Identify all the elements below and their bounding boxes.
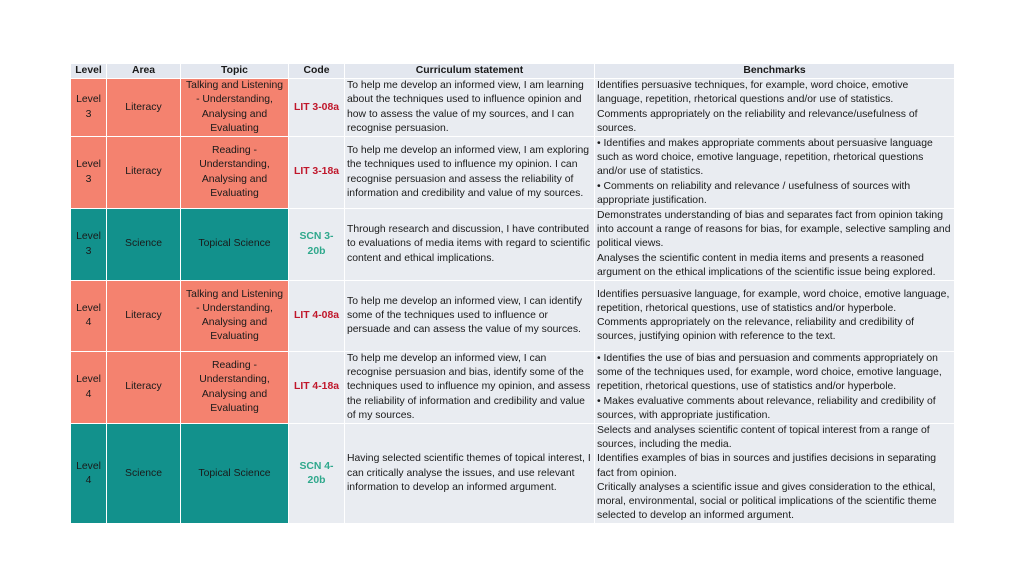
row-area: Literacy bbox=[107, 137, 181, 209]
table-row bbox=[71, 424, 955, 524]
row-topic: Reading - Understanding, Analysing and Evaluating bbox=[181, 137, 289, 209]
row-level: Level 3 bbox=[71, 79, 107, 137]
benchmark-line: Selects and analyses scientific content of topical interest from a range of sources, including the media. bbox=[597, 425, 930, 451]
header-area: Area bbox=[107, 64, 181, 79]
row-code: LIT 3-18a bbox=[289, 137, 345, 209]
curriculum-table-wrapper bbox=[70, 63, 954, 524]
row-benchmarks bbox=[595, 79, 955, 137]
table-row bbox=[71, 79, 955, 137]
row-area: Science bbox=[107, 424, 181, 524]
table-row bbox=[71, 281, 955, 352]
benchmark-line: • Comments on reliability and relevance / usefulness of sources with appropriate justification. bbox=[597, 180, 911, 206]
row-topic: Topical Science bbox=[181, 424, 289, 524]
row-curriculum-statement: To help me develop an informed view, I am learning about the techniques used to influence opinion and how to assess the value of my sources, and I can recognise persuasion. bbox=[345, 79, 595, 137]
benchmark-line: Demonstrates understanding of bias and separates fact from opinion taking into account a range of reasons for bias, for example, selective sampling and political views. bbox=[597, 210, 951, 250]
benchmark-line: Comments appropriately on the reliability and relevance/usefulness of sources. bbox=[597, 108, 918, 134]
header-code: Code bbox=[289, 64, 345, 79]
benchmark-line: Comments appropriately on the relevance, reliability and credibility of sources, justifying opinion with reference to the text. bbox=[597, 317, 915, 343]
benchmark-line: Identifies persuasive language, for example, word choice, emotive language, repetition, rhetorical questions, use of statistics and/or hyperbole. bbox=[597, 288, 950, 314]
curriculum-table bbox=[70, 63, 955, 524]
benchmark-line: • Identifies the use of bias and persuasion and comments appropriately on some of the techniques used, for example, word choice, emotive language, repetition, rhetorical questions, use of statistics and/or hyperbole. bbox=[597, 353, 942, 393]
row-topic: Reading - Understanding, Analysing and Evaluating bbox=[181, 352, 289, 424]
table-row bbox=[71, 352, 955, 424]
row-topic: Topical Science bbox=[181, 209, 289, 281]
row-code: LIT 4-18a bbox=[289, 352, 345, 424]
row-benchmarks bbox=[595, 352, 955, 424]
row-curriculum-statement: Through research and discussion, I have contributed to evaluations of media items with regard to scientific content and ethical implications. bbox=[345, 209, 595, 281]
row-topic: Talking and Listening - Understanding, Analysing and Evaluating bbox=[181, 79, 289, 137]
row-level: Level 4 bbox=[71, 352, 107, 424]
benchmark-line: Identifies examples of bias in sources and justifies decisions in separating fact from opinion. bbox=[597, 453, 937, 479]
benchmark-line: • Identifies and makes appropriate comments about persuasive language such as word choice, emotive language, repetition, rhetorical questions and/or use of statistics. bbox=[597, 138, 933, 178]
row-curriculum-statement: To help me develop an informed view, I am exploring the techniques used to influence my opinion. I can recognise persuasion and assess the reliability of information and credibility and value of my sources. bbox=[345, 137, 595, 209]
row-level: Level 3 bbox=[71, 137, 107, 209]
row-benchmarks bbox=[595, 424, 955, 524]
table-row bbox=[71, 137, 955, 209]
benchmark-line: • Makes evaluative comments about relevance, reliability and credibility of sources, with appropriate justification. bbox=[597, 395, 936, 421]
row-area: Literacy bbox=[107, 281, 181, 352]
benchmark-line: Identifies persuasive techniques, for example, word choice, emotive language, repetition, rhetorical questions and/or use of statistics. bbox=[597, 80, 909, 106]
row-level: Level 4 bbox=[71, 424, 107, 524]
row-curriculum-statement: To help me develop an informed view, I can recognise persuasion and bias, identify some of the techniques used to influence my opinion, and assess the reliability of information and credibility and value of my sources. bbox=[345, 352, 595, 424]
row-curriculum-statement: To help me develop an informed view, I can identify some of the techniques used to influence or persuade and can assess the value of my sources. bbox=[345, 281, 595, 352]
row-code: SCN 3-20b bbox=[289, 209, 345, 281]
row-area: Literacy bbox=[107, 352, 181, 424]
row-benchmarks bbox=[595, 137, 955, 209]
row-benchmarks bbox=[595, 281, 955, 352]
benchmark-line: Critically analyses a scientific issue and gives consideration to the ethical, moral, environmental, social or political implications of the scientific theme selected to develop an informed argument. bbox=[597, 481, 937, 522]
row-benchmarks bbox=[595, 209, 955, 281]
benchmark-line: Analyses the scientific content in media items and presents a reasoned argument on the ethical implications of the scientific issue being explored. bbox=[597, 252, 936, 278]
row-topic: Talking and Listening - Understanding, Analysing and Evaluating bbox=[181, 281, 289, 352]
header-benchmarks: Benchmarks bbox=[595, 64, 955, 79]
table-row bbox=[71, 209, 955, 281]
row-curriculum-statement: Having selected scientific themes of topical interest, I can critically analyse the issues, and use relevant information to develop an informed argument. bbox=[345, 424, 595, 524]
row-area: Science bbox=[107, 209, 181, 281]
row-level: Level 4 bbox=[71, 281, 107, 352]
header-topic: Topic bbox=[181, 64, 289, 79]
table-header-row bbox=[71, 64, 955, 79]
header-level: Level bbox=[71, 64, 107, 79]
row-level: Level 3 bbox=[71, 209, 107, 281]
row-code: LIT 4-08a bbox=[289, 281, 345, 352]
row-code: SCN 4-20b bbox=[289, 424, 345, 524]
row-code: LIT 3-08a bbox=[289, 79, 345, 137]
header-curriculum-statement: Curriculum statement bbox=[345, 64, 595, 79]
row-area: Literacy bbox=[107, 79, 181, 137]
